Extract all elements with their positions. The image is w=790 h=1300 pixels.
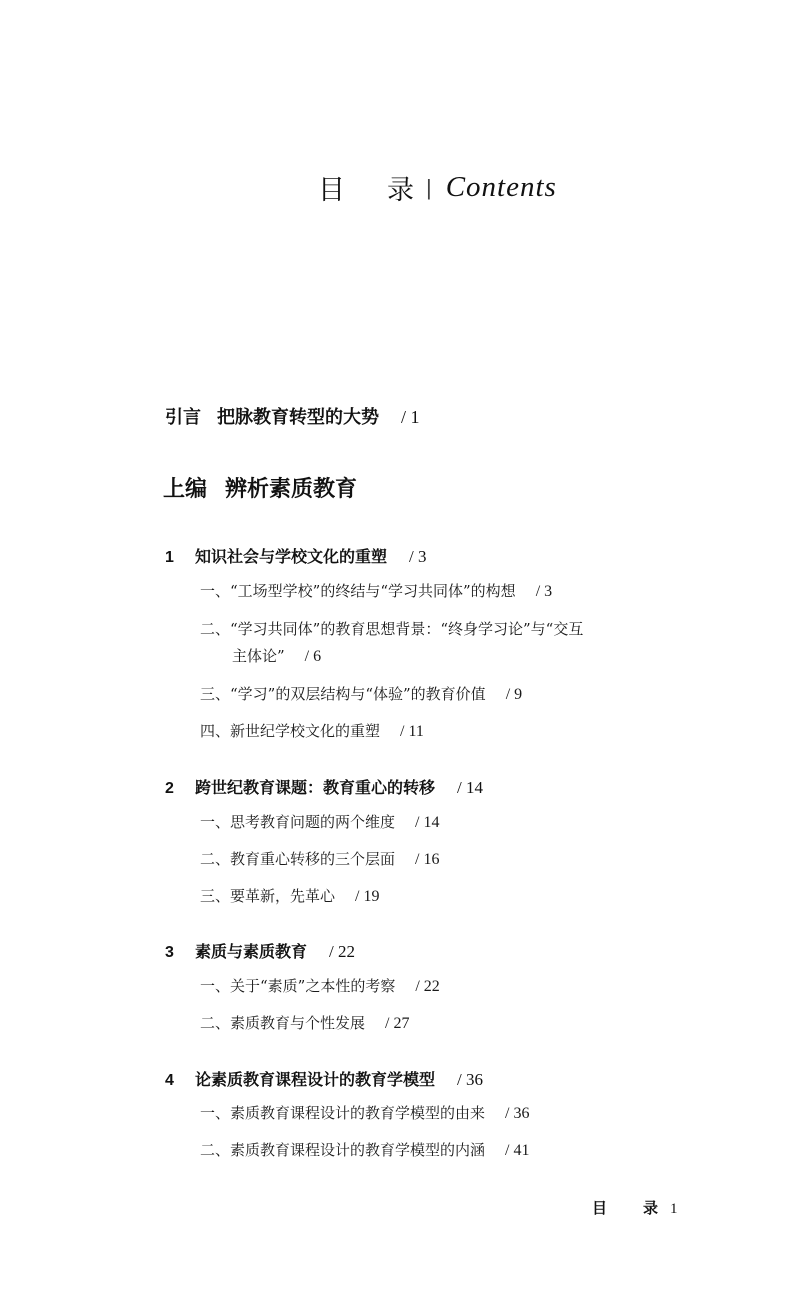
toc-section-2-2[interactable] (200, 848, 439, 869)
chapter-page: / 22 (329, 942, 355, 961)
section-title: 二、“学习共同体”的教育思想背景：“终身学习论”与“交互 (200, 620, 584, 638)
section-title-continuation: 主体论” (232, 647, 285, 665)
toc-section-1-2[interactable] (200, 618, 583, 639)
toc-chapter-2[interactable] (165, 775, 483, 798)
section-title: 二、教育重心转移的三个层面 (200, 850, 396, 868)
section-title: 四、新世纪学校文化的重塑 (200, 722, 381, 740)
section-title: 一、“工场型学校”的终结与“学习共同体”的构想 (200, 582, 516, 600)
section-title: 一、素质教育课程设计的教育学模型的由来 (200, 1104, 486, 1122)
title-en: Contents (445, 171, 557, 203)
section-title: 三、要革新，先革心 (200, 887, 336, 905)
section-page: / 19 (355, 888, 380, 905)
section-page: / 27 (385, 1015, 410, 1032)
section-title: 三、“学习”的双层结构与“体验”的教育价值 (200, 685, 486, 703)
section-title: 二、素质教育课程设计的教育学模型的内涵 (200, 1141, 486, 1159)
toc-section-1-3[interactable] (200, 683, 522, 704)
toc-section-1-4[interactable] (200, 720, 424, 741)
toc-chapter-4[interactable] (165, 1067, 483, 1090)
toc-section-4-2[interactable] (200, 1139, 529, 1160)
chapter-number: 1 (165, 549, 174, 566)
page-footer (592, 1197, 678, 1218)
section-title: 一、关于“素质”之本性的考察 (200, 977, 396, 995)
toc-section-1-1[interactable] (200, 580, 552, 601)
page-title (318, 168, 557, 207)
section-page: / 41 (505, 1142, 530, 1159)
section-title: 一、思考教育问题的两个维度 (200, 813, 396, 831)
toc-section-2-3[interactable] (200, 885, 379, 906)
chapter-page: / 14 (457, 778, 483, 797)
section-page: / 9 (505, 686, 523, 703)
chapter-title: 素质与素质教育 (195, 944, 308, 961)
toc-chapter-1[interactable] (165, 544, 427, 567)
title-cn-2: 录 (387, 175, 414, 206)
chapter-number: 2 (165, 780, 174, 797)
section-page: / 11 (400, 723, 424, 740)
part-title: 辨析素质教育 (225, 476, 358, 502)
toc-section-1-2-continuation[interactable] (232, 645, 321, 666)
intro-title: 把脉教育转型的大势 (217, 407, 379, 428)
section-title: 二、素质教育与个性发展 (200, 1014, 366, 1032)
footer-label-1: 目 (592, 1199, 608, 1217)
chapter-title: 论素质教育课程设计的教育学模型 (195, 1072, 436, 1089)
page-number: 1 (670, 1201, 678, 1217)
toc-intro-entry[interactable] (165, 403, 420, 429)
toc-section-2-1[interactable] (200, 811, 439, 832)
chapter-title: 知识社会与学校文化的重塑 (195, 549, 388, 566)
chapter-page: / 3 (409, 547, 427, 566)
intro-label: 引言 (165, 407, 201, 428)
section-page: / 36 (505, 1105, 530, 1122)
toc-chapter-3[interactable] (165, 939, 355, 962)
toc-part-heading (163, 472, 357, 503)
section-page: / 16 (415, 851, 440, 868)
chapter-number: 3 (165, 944, 174, 961)
toc-section-4-1[interactable] (200, 1102, 529, 1123)
section-page: / 22 (415, 978, 440, 995)
title-cn-1: 目 (318, 175, 345, 206)
footer-label-2: 录 (643, 1199, 659, 1217)
toc-section-3-1[interactable] (200, 975, 440, 996)
chapter-number: 4 (165, 1072, 174, 1089)
part-label: 上编 (163, 476, 208, 502)
title-separator: | (426, 174, 432, 200)
section-page: / 3 (535, 583, 553, 600)
intro-page: / 1 (401, 407, 420, 427)
section-page: / 14 (415, 814, 440, 831)
section-page: / 6 (304, 648, 322, 665)
chapter-page: / 36 (457, 1070, 483, 1089)
toc-section-3-2[interactable] (200, 1012, 409, 1033)
chapter-title: 跨世纪教育课题：教育重心的转移 (195, 780, 436, 797)
